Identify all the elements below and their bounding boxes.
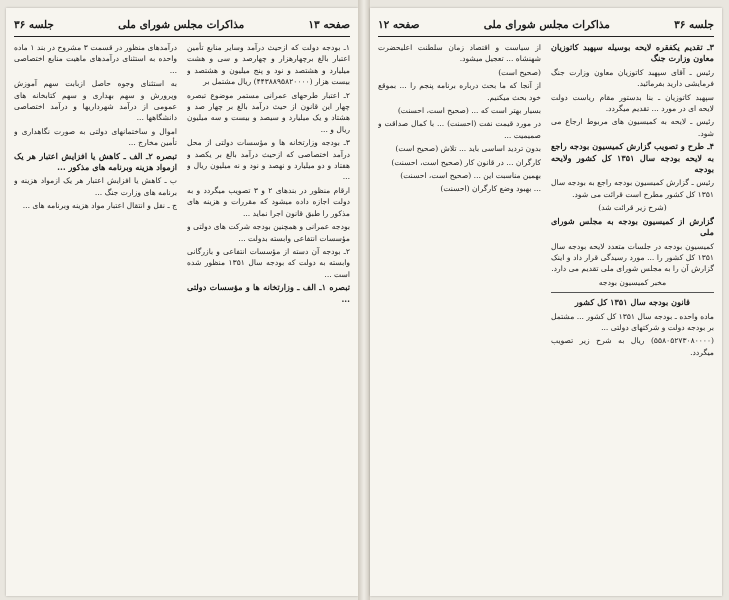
paragraph: رئیس ـ گزارش کمیسیون بودجه راجع به بودجه سال ۱۳۵۱ کل کشور مطرح است قرائت می شود. — [551, 178, 714, 199]
left-page-columns — [14, 42, 350, 588]
paragraph: ... بهبود وضع کارگران (احسنت) — [440, 184, 541, 194]
paragraph: از سیاست و اقتصاد زمان سلطنت اعلیحضرت شهنشاه ... تعجیل میشود. — [378, 43, 541, 64]
right-page — [370, 8, 722, 596]
right-page-session: جلسه ۳۶ — [674, 19, 714, 31]
paragraph: ۱ـ بودجه دولت که ازحیث درآمد وسایر منابع تأمین اعتبار بالغ برچهارهزار و چهارصد و سی و هشت میلیارد و هشتصد و نود و پنج میلیون و هشتصد و بیست هزار (۴۴۳۸۸۹۵۸۲۰۰۰۰) ریال مشتمل بر — [187, 43, 350, 87]
paragraph: ۲ـ اعتبار طرحهای عمرانی مستمر موضوع تبصره چهار این قانون از حیث درآمد بالغ بر چهار صد و هشتاد و یک میلیارد و سیصد و بیست و سه میلیون ریال و ... — [187, 90, 350, 134]
paragraph: بدون تردید اساسی باید ... تلاش (صحیح است) — [395, 144, 541, 154]
right-page-columns — [378, 42, 714, 588]
paragraph: به استثنای وجوه حاصل ازبابت سهم آموزش وپرورش و سهم بهداری و سهم کتابخانه های عمومی از درآمد شهرداریها و درآمد اختصاصی دانشگاهها ... — [14, 79, 177, 123]
paragraph: ج ـ نقل و انتقال اعتبار مواد هزینه وبرنامه های ... — [22, 201, 177, 211]
right-page-column-left-side — [551, 42, 714, 588]
paragraph: بهمین مناسبت این ... (صحیح است، احسنت) — [400, 171, 541, 181]
left-page-session: جلسه ۳۶ — [14, 19, 54, 31]
paragraph: مخبر کمیسیون بودجه — [598, 277, 667, 287]
paragraph: تبصره ۲ـ الف ـ کاهش یا افزایش اعتبار هر یک ازمواد هزینه وبرنامه های مذکور ... — [14, 150, 177, 173]
right-page-column-right-side — [378, 42, 541, 588]
paragraph: بسیار بهتر است که ... (صحیح است، احسنت) — [397, 106, 541, 116]
right-page-number: صفحه ۱۲ — [378, 19, 420, 31]
law-title: قانون بودجه سال ۱۳۵۱ کل کشور — [574, 297, 691, 308]
section-heading: ۴ـ طرح و تصویب گزارش کمیسیون بودجه راجع به لایحه بودجه سال ۱۳۵۱ کل کشور ولایحه بودجه — [551, 141, 714, 175]
left-page-number: صفحه ۱۳ — [308, 19, 350, 31]
paragraph: (شرح زیر قرائت شد) — [598, 203, 667, 213]
left-page-column-left — [14, 42, 177, 588]
paragraph: رئیس ـ لایحه به کمیسیون های مربوط ارجاع می شود. — [551, 117, 714, 138]
section-heading: ۳ـ تقدیم یکفقره لایحه بوسیله سپهبد کاتوزیان معاون وزارت جنگ — [551, 42, 714, 64]
paragraph: سپهبد کاتوزیان ـ بنا بدستور مقام ریاست دولت لایحه ای در مورد ... تقدیم میگردد. — [551, 92, 714, 114]
paragraph: درآمدهای منظور در قسمت ۳ مشروح در بند ۱ ماده واحده به استثنای درآمدهای ماهیت منابع اختصاصی ... — [14, 43, 177, 75]
paragraph: ب ـ کاهش یا افزایش اعتبار هر یک ازمواد هزینه و برنامه های وزارت جنگ ... — [14, 176, 177, 197]
paragraph: ۲ـ بودجه آن دسته از مؤسسات انتفاعی و بازرگانی وابسته به دولت که بودجه سال ۱۳۵۱ منظور شده است ... — [187, 246, 350, 279]
paragraph: رئیس ـ آقای سپهبد کاتوزیان معاون وزارت جنگ فرمایشی دارید بفرمائید. — [551, 67, 714, 89]
paragraph: اموال و ساختمانهای دولتی به صورت نگاهداری و تأمین مخارج ... — [14, 126, 177, 148]
paragraph: ماده واحده ـ بودجه سال ۱۳۵۱ کل کشور ... مشتمل بر بودجه دولت و شرکتهای دولتی ... — [551, 311, 714, 332]
left-page — [6, 8, 358, 596]
divider — [551, 292, 714, 293]
paragraph: ۳ـ بودجه وزارتخانه ها و مؤسسات دولتی از محل درآمد اختصاصی که ازحیث درآمد بالغ بر یکصد و هفتاد و دو میلیارد و نهصد و نود و نه میلیون ریال و ... — [187, 138, 350, 182]
paragraph: (۵۵۸۰۵۲۷۳۰۸۰۰۰۰) ریال به شرح زیر تصویب میگردد. — [551, 336, 714, 357]
paragraph: (صحیح است) — [498, 67, 541, 77]
right-page-title: مذاکرات مجلس شورای ملی — [483, 19, 610, 31]
left-page-title: مذاکرات مجلس شورای ملی — [118, 19, 245, 31]
book-gutter — [358, 0, 370, 600]
right-page-header — [378, 14, 714, 37]
paragraph: تبصره ۱ـ الف ـ وزارتخانه ها و مؤسسات دولتی ... — [187, 282, 350, 304]
paragraph: بودجه عمرانی و همچنین بودجه شرکت های دولتی و مؤسسات انتفاعی وابسته بدولت ... — [187, 222, 350, 243]
paragraph: از آنجا که ما بحث درباره برنامه پنجم را ... بموقع خود بحث میکنیم. — [378, 81, 541, 102]
left-page-column-right — [187, 42, 350, 588]
paragraph: کمیسیون بودجه در جلسات متعدد لایحه بودجه سال ۱۳۵۱ کل کشور را ... مورد رسیدگی قرار داد و اینک گزارش آن را به مجلس شورای ملی تقدیم می دارد. — [551, 241, 714, 274]
paragraph: کارگران ... در قانون کار (صحیح است، احسنت) — [391, 157, 541, 167]
paragraph: ارقام منظور در بندهای ۲ و ۳ تصویب میگردد و به دولت اجازه داده میشود که مقررات و هزینه های مذکور را طبق قانون اجرا نماید ... — [187, 185, 350, 218]
paragraph: گزارش از کمیسیون بودجه به مجلس شورای ملی — [551, 215, 714, 238]
paragraph: در مورد قیمت نفت (احسنت) ... با کمال صداقت و صمیمیت ... — [378, 119, 541, 140]
left-page-header — [14, 14, 350, 37]
